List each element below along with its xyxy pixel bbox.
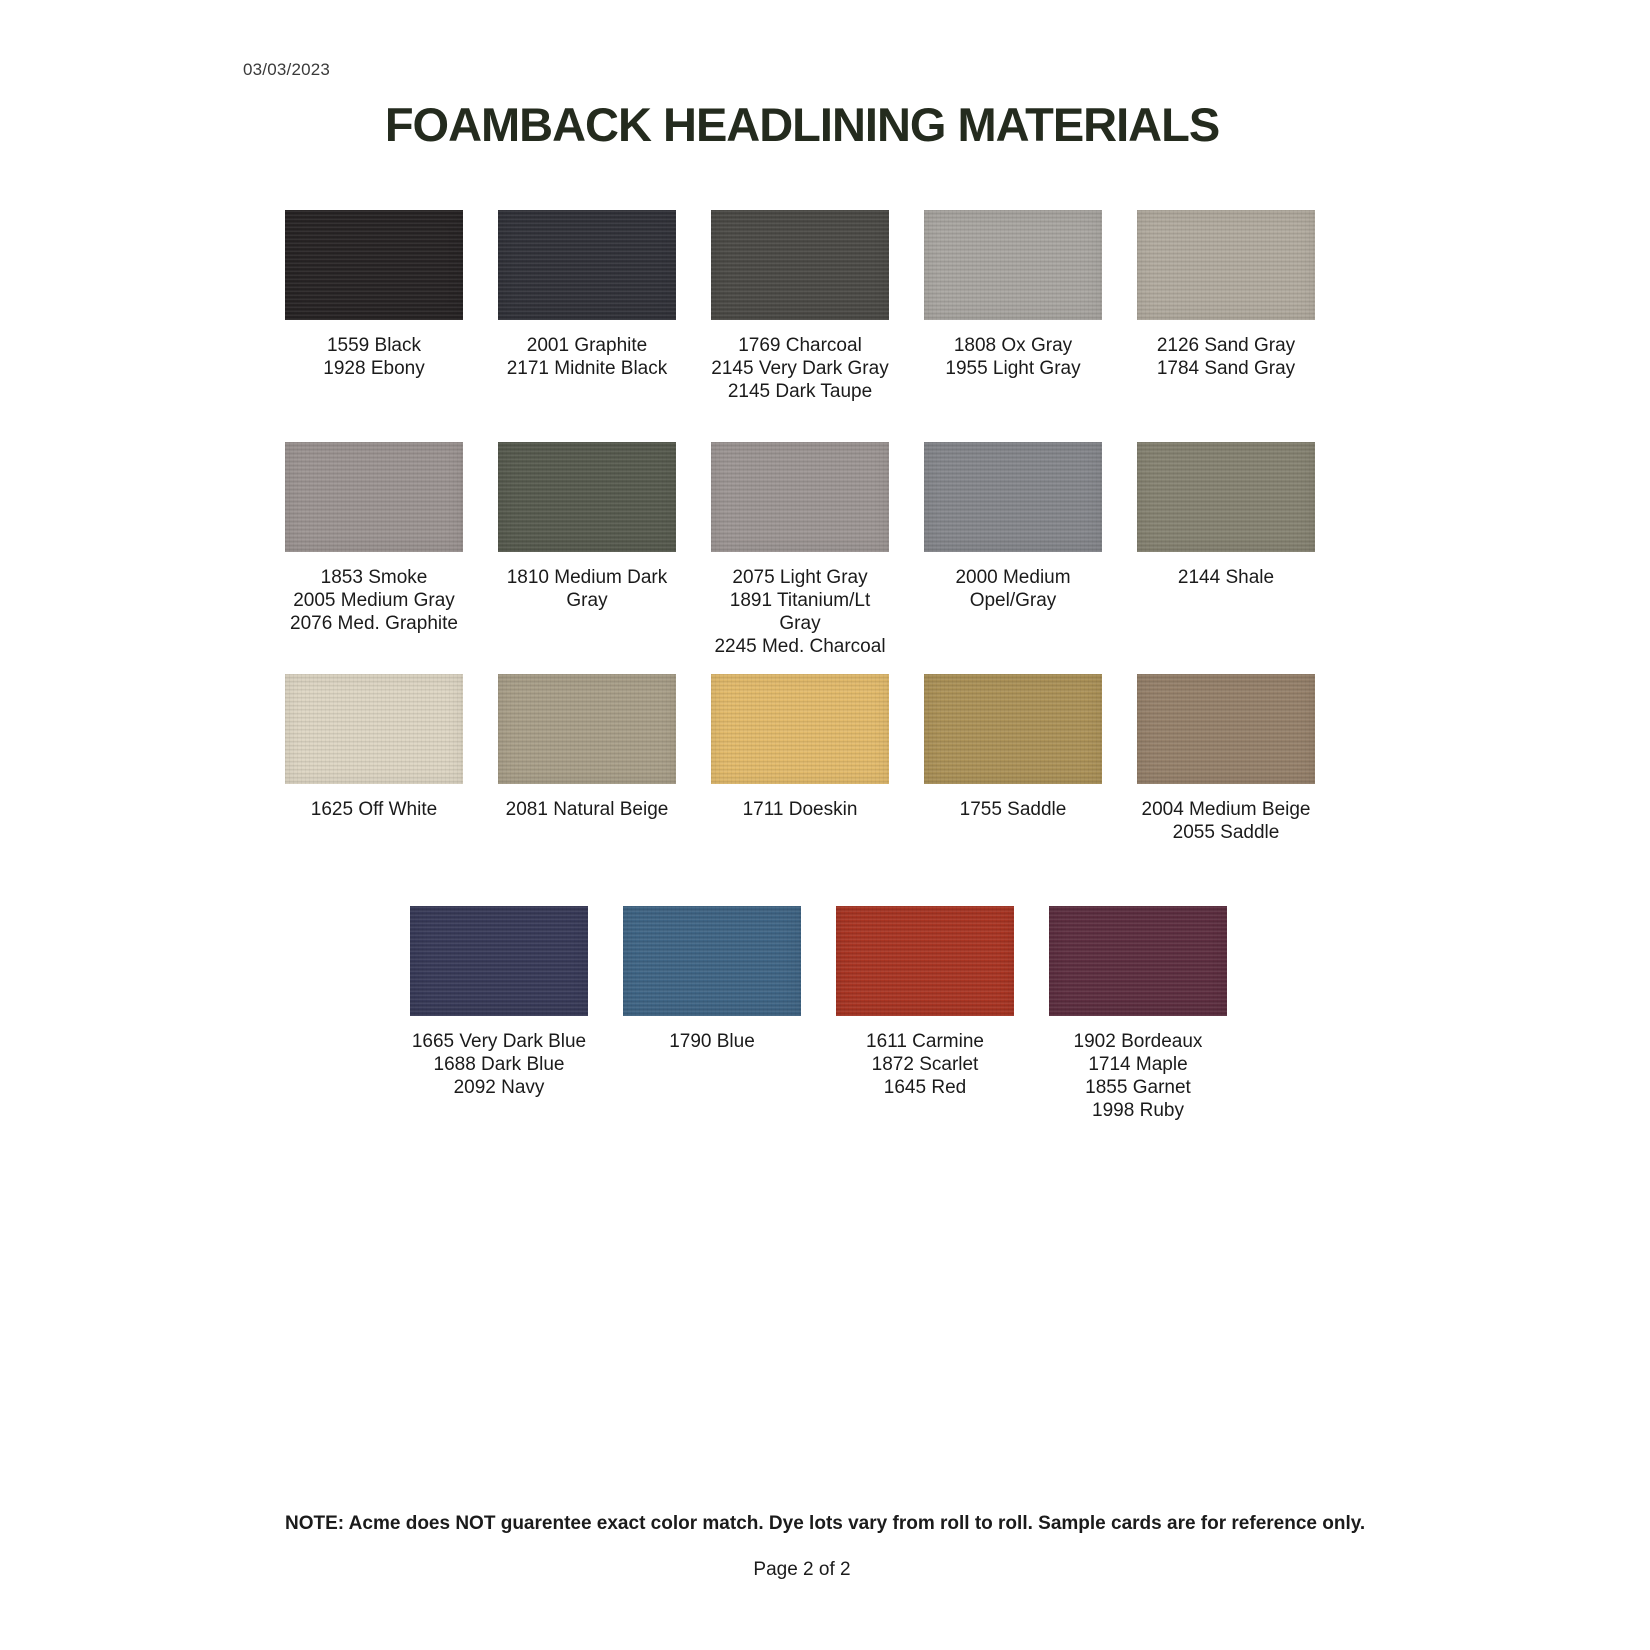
swatch-row xyxy=(285,674,1319,906)
swatch-label xyxy=(836,1030,1014,1099)
swatch-label-line: 1872 Scarlet xyxy=(871,1054,979,1075)
swatch-label xyxy=(498,566,676,612)
swatch-cell xyxy=(1049,906,1227,1122)
swatch-label-line: 1611 Carmine xyxy=(866,1031,984,1052)
swatch-cell xyxy=(1137,210,1315,380)
swatch-label-line: 1559 Black xyxy=(326,335,421,356)
fabric-swatch xyxy=(1137,442,1315,552)
fabric-swatch xyxy=(1137,674,1315,784)
swatch-cell xyxy=(924,442,1102,612)
fabric-swatch xyxy=(924,674,1102,784)
swatch-label-line: 1688 Dark Blue xyxy=(433,1054,565,1075)
swatch-label xyxy=(623,1030,801,1053)
swatch-label-line: 2005 Medium Gray xyxy=(293,590,455,611)
swatch-label xyxy=(1137,566,1315,589)
page-title: FOAMBACK HEADLINING MATERIALS xyxy=(384,98,1220,151)
swatch-label-line: 1714 Maple xyxy=(1088,1054,1188,1075)
swatch-label-line: 1665 Very Dark Blue xyxy=(411,1031,587,1052)
swatch-cell xyxy=(924,674,1102,821)
swatch-label-line: 2004 Medium Beige xyxy=(1141,799,1311,820)
swatch-label-line: 1810 Medium Dark xyxy=(506,567,668,588)
fabric-swatch xyxy=(498,442,676,552)
swatch-cell xyxy=(836,906,1014,1099)
swatch-label xyxy=(924,334,1102,380)
swatch-cell xyxy=(410,906,588,1099)
swatch-label-line: 2076 Med. Graphite xyxy=(290,613,458,634)
fabric-swatch xyxy=(711,210,889,320)
swatch-label-line: 2245 Med. Charcoal xyxy=(714,636,886,657)
swatch-label xyxy=(1137,334,1315,380)
swatch-label-line: 2171 Midnite Black xyxy=(506,358,668,379)
swatch-label-line: 1790 Blue xyxy=(669,1031,755,1052)
page-number: Page 2 of 2 xyxy=(753,1559,851,1580)
swatch-label xyxy=(498,334,676,380)
swatch-cell xyxy=(498,210,676,380)
swatch-label-line: 2055 Saddle xyxy=(1172,822,1280,843)
swatch-label xyxy=(1137,798,1315,844)
swatch-label xyxy=(711,798,889,821)
fabric-swatch xyxy=(711,442,889,552)
swatch-cell xyxy=(498,674,676,821)
swatch-label-line: 2144 Shale xyxy=(1177,567,1275,588)
swatch-label-line: 1755 Saddle xyxy=(959,799,1067,820)
swatch-label xyxy=(285,798,463,821)
swatch-cell xyxy=(285,210,463,380)
fabric-swatch xyxy=(1137,210,1315,320)
document-date: 03/03/2023 xyxy=(243,60,331,79)
swatch-cell xyxy=(1137,674,1315,844)
swatch-label xyxy=(1049,1030,1227,1122)
swatch-label-line: 2000 Medium xyxy=(955,567,1071,588)
swatch-label xyxy=(285,566,463,635)
swatch-label-line: Opel/Gray xyxy=(969,590,1057,611)
swatch-label-line: 1891 Titanium/Lt Gray xyxy=(729,590,871,634)
fabric-swatch xyxy=(1049,906,1227,1016)
swatch-cell xyxy=(285,442,463,635)
swatch-label-line: 2145 Very Dark Gray xyxy=(711,358,889,379)
swatch-label-line: 2075 Light Gray xyxy=(732,567,868,588)
fabric-swatch xyxy=(285,674,463,784)
swatch-label-line: 2081 Natural Beige xyxy=(505,799,669,820)
swatch-cell xyxy=(711,442,889,658)
swatch-label-line: 1902 Bordeaux xyxy=(1073,1031,1203,1052)
swatch-label-line: 1625 Off White xyxy=(310,799,438,820)
swatch-label-line: 1998 Ruby xyxy=(1092,1100,1184,1121)
fabric-swatch xyxy=(836,906,1014,1016)
swatch-label xyxy=(924,798,1102,821)
swatch-grid xyxy=(285,210,1319,1138)
swatch-label xyxy=(498,798,676,821)
fabric-swatch xyxy=(410,906,588,1016)
note-text: NOTE: Acme does NOT guarentee exact color match. Dye lots vary from roll to roll. Sample cards are for reference only. xyxy=(285,1513,1366,1534)
swatch-row xyxy=(285,210,1319,442)
swatch-label-line: 1853 Smoke xyxy=(320,567,428,588)
fabric-swatch xyxy=(924,442,1102,552)
fabric-swatch xyxy=(285,442,463,552)
fabric-swatch xyxy=(498,210,676,320)
swatch-label-line: 1928 Ebony xyxy=(323,358,425,379)
swatch-label-line: 1769 Charcoal xyxy=(738,335,862,356)
swatch-label-line: 1855 Garnet xyxy=(1085,1077,1191,1098)
swatch-cell xyxy=(498,442,676,612)
swatch-cell xyxy=(924,210,1102,380)
swatch-label-line: 2092 Navy xyxy=(453,1077,545,1098)
swatch-cell xyxy=(711,210,889,403)
fabric-swatch xyxy=(924,210,1102,320)
swatch-label-line: 1784 Sand Gray xyxy=(1156,358,1296,379)
swatch-row xyxy=(410,906,1319,1138)
fabric-swatch xyxy=(711,674,889,784)
swatch-label-line: 2126 Sand Gray xyxy=(1156,335,1296,356)
swatch-cell xyxy=(711,674,889,821)
swatch-label-line: 2001 Graphite xyxy=(526,335,648,356)
swatch-label xyxy=(711,566,889,658)
swatch-cell xyxy=(623,906,801,1053)
swatch-label-line: 1808 Ox Gray xyxy=(953,335,1073,356)
fabric-swatch xyxy=(498,674,676,784)
swatch-label xyxy=(711,334,889,403)
page-content xyxy=(285,0,1366,1581)
swatch-row xyxy=(285,442,1319,674)
swatch-label-line: 1645 Red xyxy=(883,1077,967,1098)
fabric-swatch xyxy=(623,906,801,1016)
swatch-label-line: Gray xyxy=(566,590,608,611)
swatch-cell xyxy=(285,674,463,821)
swatch-label-line: 2145 Dark Taupe xyxy=(727,381,873,402)
swatch-label-line: 1711 Doeskin xyxy=(742,799,858,820)
swatch-label xyxy=(410,1030,588,1099)
swatch-label xyxy=(924,566,1102,612)
swatch-cell xyxy=(1137,442,1315,589)
swatch-label xyxy=(285,334,463,380)
fabric-swatch xyxy=(285,210,463,320)
swatch-label-line: 1955 Light Gray xyxy=(945,358,1081,379)
